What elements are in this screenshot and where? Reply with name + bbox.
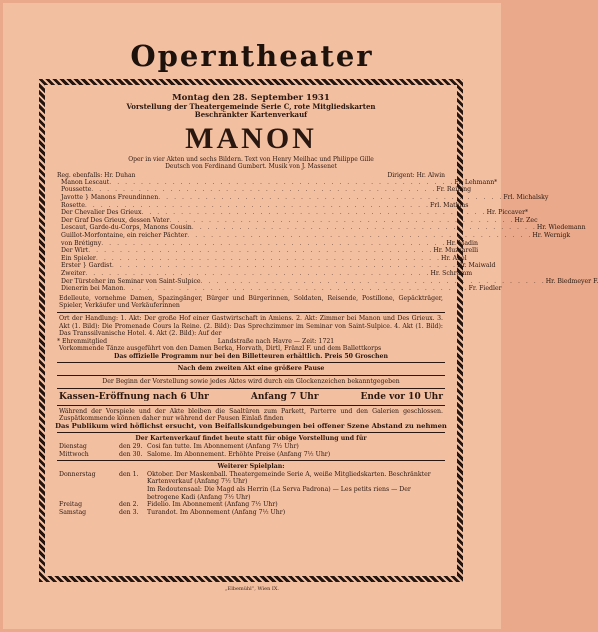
- cast-row: [61, 209, 529, 217]
- schedule-text: Im Redoutensaal: Die Magd als Herrin (La Serva Padrona) — Les petits riens — Der betrogene Kadi (Anfang 7½ Uhr): [147, 486, 411, 501]
- cast-row: [61, 285, 502, 293]
- divider: [57, 432, 445, 433]
- program-note: Das offizielle Programm nur bei den Billetteuren erhältlich. Preis 50 Groschen: [113, 352, 388, 360]
- cast-actor: Hr. Piccaver*: [486, 209, 529, 217]
- cast-row: [61, 194, 549, 202]
- leader-dots: . . . . . . . . . . . . . . . . . . . . . . . . . . . . . . . . . . . . . . . . . . . .: [84, 201, 430, 209]
- cast-role: Der Türsteher im Seminar von Saint-Sulpice: [61, 277, 201, 285]
- schedule-date: den 2.: [119, 501, 139, 509]
- cast-row: [61, 186, 472, 194]
- performance-line: Vorstellung der Theatergemeinde Serie C, rote Mitgliedskarten: [126, 102, 376, 111]
- cast-actor: Hr. Maiwald: [456, 262, 496, 270]
- leader-dots: . . . . . . . . . . . . . . . . . . . . . . . . . . . . . . . . . . . . . . . . . . . .: [123, 285, 469, 293]
- cast-role: Zweiter: [61, 269, 86, 277]
- pause-note: Nach dem zweiten Akt eine größere Pause: [177, 365, 325, 373]
- place-footer: [51, 338, 451, 346]
- cast-role: Manon Lescaut: [61, 178, 110, 186]
- presale-note: Der Kartenverkauf findet heute statt für obige Vorstellung und für: [135, 435, 367, 443]
- work-title: MANON: [185, 121, 317, 155]
- playbill-page: [3, 3, 598, 629]
- leader-dots: . . . . . . . . . . . . . . . . . . . . . . . . . . . . . . . . . . . . . . . . . . . .: [91, 186, 437, 194]
- schedule-text: Turandot. Im Abonnement (Anfang 7½ Uhr): [147, 508, 286, 516]
- leader-dots: . . . . . . . . . . . . . . . . . . . . . . . . . . . . . . . . . . . . . . . . . . . .: [85, 269, 431, 277]
- cast-row: [61, 239, 478, 248]
- place-time: Landstraße nach Havre — Zeit: 1721: [217, 337, 335, 345]
- cast-actor: Hr. Wernigk: [532, 231, 571, 239]
- leader-dots: . . . . . . . . . . . . . . . . . . . . . . . . . . . . . . . . . . . . . . . . . . . .: [88, 247, 434, 255]
- cast-actor: Hr. Muzzarelli: [433, 247, 479, 255]
- cast-list: [51, 178, 598, 293]
- cast-row: [61, 254, 467, 263]
- divider: [57, 312, 445, 313]
- cast-actor: Fr. Lehmann*: [454, 178, 498, 186]
- cast-actor: Fr. Fiedler: [468, 285, 502, 293]
- cast-row: [61, 262, 496, 270]
- cast-role: Poussette: [61, 186, 92, 194]
- schedule-date: den 29.: [119, 443, 143, 451]
- director-right: Dirigent: Hr. Alwin: [387, 171, 445, 179]
- cast-row: [61, 201, 469, 210]
- start-time: Anfang 7 Uhr: [250, 391, 319, 402]
- schedule-day: Donnerstag: [59, 470, 96, 478]
- schedule-text: Cosi fan tutte. Im Abonnement (Anfang 7½ Uhr): [147, 443, 299, 451]
- cast-role: Guillot-Morfontaine, ein reicher Pächter: [61, 231, 188, 239]
- honorary-note: * Ehrenmitglied: [57, 337, 108, 345]
- printer-footer: „Elbemühl“, Wien IX.: [224, 586, 280, 592]
- divider: [57, 375, 445, 376]
- schedule-row: [59, 486, 443, 501]
- leader-dots: . . . . . . . . . . . . . . . . . . . . . . . . . . . . . . . . . . . . . . . . . . . .: [191, 224, 537, 232]
- schedule-day: Dienstag: [59, 443, 87, 451]
- cast-row: [61, 224, 586, 232]
- leader-dots: . . . . . . . . . . . . . . . . . . . . . . . . . . . . . . . . . . . . . . . . . . . .: [95, 254, 442, 262]
- cast-role: Ein Spieler: [61, 254, 96, 262]
- schedule-day: Mittwoch: [59, 450, 89, 458]
- cast-row: [61, 231, 571, 240]
- leader-dots: . . . . . . . . . . . . . . . . . . . . . . . . . . . . . . . . . . . . . . . . . . . .: [200, 277, 546, 285]
- dances-text: Vorkommende Tänze ausgeführt von den Damen Berka, Horvath, Dirtl, Fränzl F. und dem Ballettkorps: [59, 345, 382, 353]
- leader-dots: . . . . . . . . . . . . . . . . . . . . . . . . . . . . . . . . . . . . . . . . . . . .: [169, 216, 515, 224]
- cast-role: von Brétigny: [61, 239, 102, 247]
- schedule-text: Salome. Im Abonnement. Erhöhte Preise (Anfang 7½ Uhr): [147, 450, 331, 458]
- divider: [57, 388, 445, 389]
- schedule-row: [59, 451, 443, 459]
- cast-row: [61, 247, 479, 255]
- schedule-date: den 3.: [119, 508, 139, 516]
- cast-actor: Hr. Zec: [514, 216, 538, 224]
- cast-role: Der Wirt: [61, 247, 89, 255]
- date-line: Montag den 28. September 1931: [172, 93, 330, 103]
- leader-dots: . . . . . . . . . . . . . . . . . . . . . . . . . . . . . . . . . . . . . . . . . . . .: [111, 262, 457, 270]
- cast-role: Javotte } Manons Freundinnen: [61, 194, 159, 201]
- cast-row: [61, 277, 598, 286]
- cast-row: [61, 216, 538, 225]
- divider: [57, 405, 445, 406]
- cast-actor: Hr. Biedmeyer F.: [545, 277, 598, 285]
- leader-dots: . . . . . . . . . . . . . . . . . . . . . . . . . . . . . . . . . . . . . . . . . . . .: [109, 178, 455, 186]
- leader-dots: . . . . . . . . . . . . . . . . . . . . . . . . . . . . . . . . . . . . . . . . . . . .: [158, 194, 504, 201]
- schedule-date: den 1.: [119, 470, 139, 478]
- director-row: [51, 172, 451, 179]
- cast-role: Der Chevalier Des Grieux: [61, 209, 142, 217]
- times-row: [51, 391, 451, 403]
- cast-row: [61, 178, 498, 187]
- subtitle: Oper in vier Akten und sechs Bildern. Text von Henry Meilhac und Philippe Gille: [128, 155, 374, 163]
- leader-dots: . . . . . . . . . . . . . . . . . . . . . . . . . . . . . . . . . . . . . . . . . . . .: [141, 209, 487, 217]
- schedule-row: [59, 501, 443, 509]
- doors-note: Während der Vorspiele und der Akte bleiben die Saaltüren zum Parkett, Parterre und den Galerien geschlossen. Zuspätkommende können daher nur während der Pausen Einlaß finden: [59, 407, 443, 423]
- presale-list: [51, 443, 451, 458]
- cast-actor: Hr. Madin: [446, 239, 478, 247]
- decorative-frame: [39, 79, 598, 582]
- playbill-content: [51, 89, 598, 572]
- leader-dots: . . . . . . . . . . . . . . . . . . . . . . . . . . . . . . . . . . . . . . . . . . . .: [187, 231, 533, 239]
- sales-line: Beschränkter Kartenverkauf: [194, 110, 308, 120]
- extras-text: Edelleute, vornehme Damen, Spazingänger, Bürger und Bürgerinnen, Soldaten, Reisende, Postillone, Gepäckträger, Spieler, Verkäufer und Verkäuferinnen: [59, 294, 443, 310]
- schedule-row: [59, 509, 443, 517]
- schedule-row: [59, 443, 443, 451]
- schedule-list: [51, 471, 451, 517]
- cast-actor: Hr. Abel: [441, 254, 467, 262]
- divider: [57, 460, 445, 461]
- cast-actor: Hr. Wiedemann: [536, 224, 586, 232]
- box-office-time: Kassen-Eröffnung nach 6 Uhr: [59, 391, 209, 402]
- schedule-text: Oktober. Der Maskenball. Theatergemeinde Serie A, weiße Mitgliedskarten. Beschränkter Kartenverkauf (Anfang 7½ Uhr): [147, 470, 431, 486]
- cast-actor: Hr. Schramm: [430, 269, 473, 277]
- cast-row: [61, 269, 473, 278]
- schedule-row: [59, 471, 443, 486]
- director-left: Reg. ebenfalls: Hr. Duhan: [57, 171, 136, 179]
- cast-actor: Frl. Michalsky: [503, 194, 549, 201]
- page-title: Operntheater: [130, 39, 374, 73]
- cast-role: Erster } Gardist: [61, 262, 112, 270]
- schedule-text: Fidelio. Im Abonnement (Anfang 7½ Uhr): [147, 501, 278, 509]
- cast-role: Dienerin bei Manon: [61, 285, 124, 293]
- leader-dots: . . . . . . . . . . . . . . . . . . . . . . . . . . . . . . . . . . . . . . . . . . . .: [101, 239, 447, 247]
- cast-role: Rosette: [61, 201, 85, 209]
- schedule-title: Weiterer Spielplan:: [217, 463, 285, 471]
- begin-note: Der Beginn der Vorstellung sowie jedes Aktes wird durch ein Glockenzeichen bekanntgegeben: [102, 378, 400, 386]
- schedule-date: den 30.: [119, 450, 143, 458]
- cast-actor: Frl. Mathias: [429, 201, 469, 209]
- subtitle-2: Deutsch von Ferdinand Gumbert. Musik von J. Massenet: [165, 162, 337, 170]
- cast-actor: Fr. Reining: [436, 186, 472, 194]
- cast-role: Der Graf Des Grieux, dessen Vater: [61, 216, 170, 224]
- cast-role: Lescaut, Garde-du-Corps, Manons Cousin: [61, 224, 192, 232]
- schedule-day: [59, 486, 119, 501]
- schedule-date: [119, 486, 147, 501]
- end-time: Ende vor 10 Uhr: [360, 391, 443, 402]
- schedule-day: Samstag: [59, 508, 87, 516]
- place-text: Ort der Handlung: 1. Akt: Der große Hof einer Gastwirtschaft in Amiens. 2. Akt: Zimmer bei Manon und Des Grieux. 3. Akt (1. Bild): Die Promenade Cours la Reine. (2. Bild): Das Sprechzimmer im Seminar von Saint-Sulpice. 4. Akt (1. Bild): Das Transsilvanische Hotel. 4. Akt (2. Bild): Auf der: [59, 314, 443, 338]
- schedule-day: Freitag: [59, 501, 83, 509]
- applause-note: Das Publikum wird höflichst ersucht, von Beifallskundgebungen bei offener Szene Abstand zu nehmen: [55, 421, 447, 430]
- divider: [57, 362, 445, 363]
